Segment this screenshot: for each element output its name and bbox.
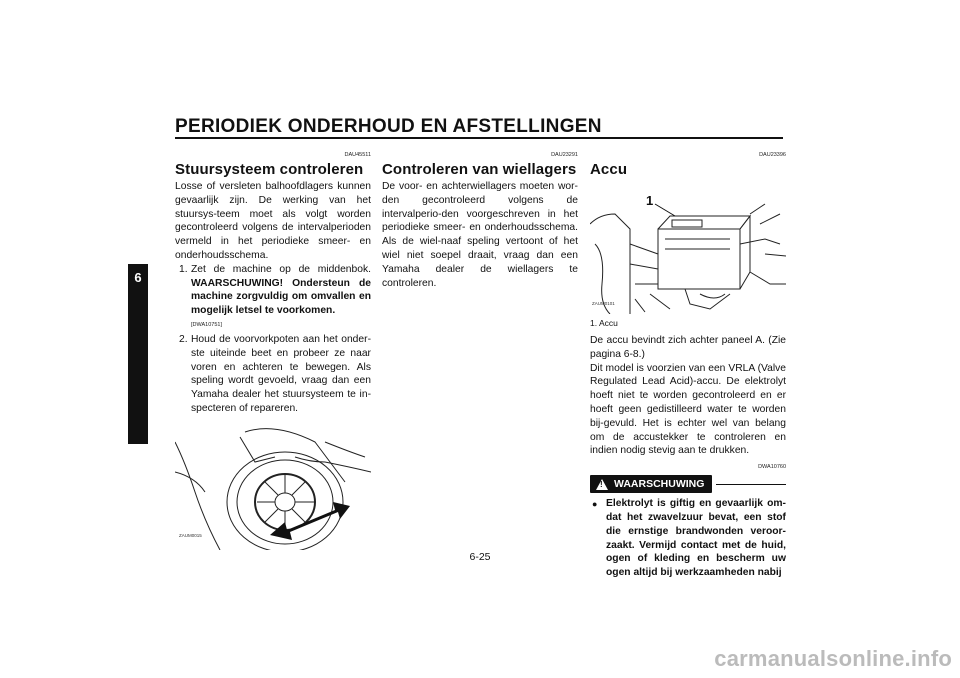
warning-rule: [716, 484, 786, 485]
step-2: [175, 333, 371, 416]
section-steering: [175, 152, 371, 550]
chapter-tab: [128, 264, 148, 444]
battery-location-text: De accu bevindt zich achter paneel A. (Zie pagina 6-8.): [590, 335, 786, 360]
section-text: De voor- en achterwiellagers moeten wor-den gecontroleerd volgens de intervalperio-den voorgeschreven in het periodieke smeer- en onderhoudsschema. Als de wiel-naaf speling vertoont of het wiel niet soepel draait, vraag dan een Yamaha dealer de wiellagers te controleren.: [382, 181, 578, 289]
warning-code: [DWA10751]: [191, 321, 222, 328]
warning-label: WAARSCHUWING: [614, 478, 705, 491]
step-1: [175, 263, 371, 318]
section-code: DAU23291: [551, 152, 578, 158]
step-number: 1.: [179, 263, 188, 275]
section-heading: Accu: [590, 161, 628, 178]
section-code: DAU45511: [344, 152, 371, 158]
section-wheel-bearings: [382, 152, 578, 290]
figure-code: ZAUM0015: [179, 532, 202, 538]
step-number: 2.: [179, 333, 188, 345]
page-number: 6-25: [469, 551, 491, 563]
battery-description-text: Dit model is voorzien van een VRLA (Valve Regulated Lead Acid)-accu. De elektrolyt hoeft niet te worden gecontroleerd en er hoeft geen gedistilleerd water te worden bij-gevuld. Het is echter wel van belang om de accustekker te controleren en indien nodig stevig aan te drukken.: [590, 362, 786, 457]
steering-figure: [175, 422, 371, 550]
warning-code: DWA10760: [758, 464, 786, 471]
page-title: PERIODIEK ONDERHOUD EN AFSTELLINGEN: [175, 116, 602, 137]
battery-figure: [590, 184, 786, 314]
section-code: DAU23396: [759, 152, 786, 158]
header-rule: [175, 137, 783, 139]
step-text: Zet de machine op de middenbok.: [191, 263, 371, 275]
warning-bullet: [590, 497, 786, 580]
watermark: carmanualsonline.info: [714, 646, 952, 671]
section-battery: [590, 152, 786, 580]
warning-bullet-text: Elektrolyt is giftig en gevaarlijk om-dat het zwavelzuur bevat, een stof die ernstige brandwonden veroor-zaakt. Vermijd contact met de huid, ogen of kleding en bescherm uw ogen altijd bij werkzaamheden nabij: [606, 498, 786, 579]
fork-wheel-illustration: [175, 422, 371, 550]
figure-code: ZAUM0101: [592, 301, 615, 306]
battery-illustration: [590, 184, 786, 314]
section-heading: Controleren van wiellagers: [382, 161, 577, 178]
step-text: Houd de voorvorkpoten aan het onder-ste uiteinde beet en probeer ze naar voren en achteren te bewegen. Als speling wordt gevoeld, vraag dan een Yamaha dealer het stuursysteem te in-specteren of repareren.: [191, 333, 371, 414]
chapter-number: 6: [134, 270, 142, 285]
section-heading: Stuursysteem controleren: [175, 161, 364, 178]
warning-badge: [590, 475, 712, 493]
figure-caption: 1. Accu: [590, 318, 618, 328]
step-warning: WAARSCHUWING! Ondersteun de machine zorgvuldig om omvallen en mogelijk letsel te voorkomen.: [191, 277, 371, 317]
section-intro: Losse of versleten balhoofdlagers kunnen gevaarlijk zijn. De werking van het stuursys-teem moet als volgt worden gecontroleerd volgens de intervalperioden vermeld in het periodieke smeer- en onderhoudsschema.: [175, 181, 371, 261]
warning-triangle-icon: !: [596, 479, 608, 490]
warning-header: [590, 475, 786, 493]
bullet-dot-icon: ●: [592, 499, 598, 510]
figure-callout-1: 1: [646, 193, 654, 208]
